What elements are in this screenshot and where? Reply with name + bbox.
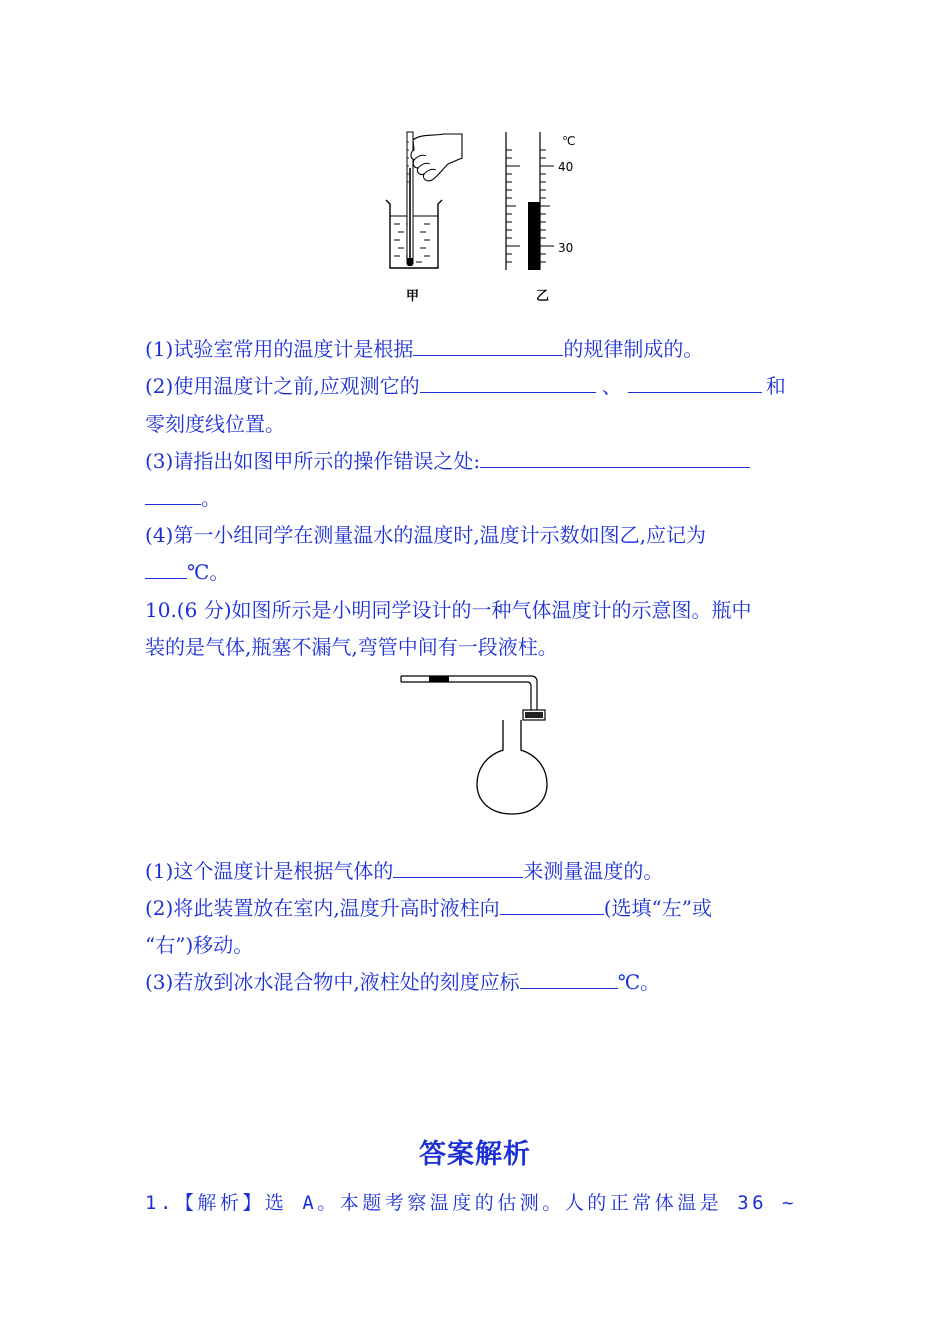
answer-blank[interactable]	[520, 969, 618, 989]
answer-blank[interactable]	[628, 373, 762, 393]
q9-part4: (4)第一小组同学在测量温水的温度时,温度计示数如图乙,应记为	[145, 523, 707, 547]
q9-part2	[145, 373, 810, 399]
q10-part2	[145, 895, 810, 921]
q9-p2-text: (2)使用温度计之前,应观测它的	[145, 374, 420, 398]
q10-p1-text-end: 来测量温度的。	[523, 859, 664, 883]
q9-p1-text: (1)试验室常用的温度计是根据	[145, 337, 414, 361]
thermometer-scale	[506, 132, 554, 270]
scale-tick-40: 40	[558, 160, 574, 174]
q9-part3-cont	[145, 485, 810, 511]
q10-part3	[145, 969, 810, 995]
figure-label-yi: 乙	[536, 289, 550, 304]
q9-p2-text-end: 和	[765, 374, 786, 398]
beaker-diagram	[386, 132, 462, 268]
answer-section-title: 答案解析	[419, 1139, 531, 1170]
answer-blank[interactable]	[420, 373, 596, 393]
answer-blank[interactable]	[145, 485, 201, 505]
q9-p4-unit: ℃。	[187, 560, 230, 584]
bottle-stopper	[525, 712, 543, 718]
q10-stem-line2: 装的是气体,瓶塞不漏气,弯管中间有一段液柱。	[145, 635, 558, 659]
q10-p3-unit: ℃。	[617, 970, 661, 994]
answer-blank[interactable]	[393, 858, 523, 878]
q10-p2-text-end: (选填“左”或	[603, 896, 712, 920]
liquid-column	[429, 676, 449, 682]
answer-blank[interactable]	[480, 448, 750, 468]
figure-label-jia: 甲	[406, 289, 420, 304]
q9-part3	[145, 448, 810, 474]
scale-unit: ℃	[562, 134, 576, 148]
q9-part4-cont	[145, 559, 810, 585]
q9-p1-text-end: 的规律制成的。	[563, 337, 704, 361]
answer-blank[interactable]	[500, 895, 604, 915]
answer-blank[interactable]	[413, 336, 563, 356]
q9-p3-end: 。	[201, 486, 221, 510]
q10-p2-text: (2)将此装置放在室内,温度升高时液柱向	[145, 896, 500, 920]
q10-p3-text: (3)若放到冰水混合物中,液柱处的刻度应标	[145, 970, 520, 994]
q9-p2-sep: 、	[601, 374, 622, 398]
q10-stem-line1: 10.(6 分)如图所示是小明同学设计的一种气体温度计的示意图。瓶中	[145, 598, 752, 622]
answer-blank[interactable]	[145, 559, 187, 579]
q9-part2-cont: 零刻度线位置。	[145, 412, 285, 436]
answer-line-1: 1.【解析】选 A。本题考察温度的估测。人的正常体温是 36 ~	[145, 1192, 797, 1214]
q9-part1	[145, 336, 810, 362]
gas-thermometer-figure	[395, 672, 555, 820]
q10-p1-text: (1)这个温度计是根据气体的	[145, 859, 394, 883]
scale-tick-30: 30	[558, 241, 574, 255]
q9-p3-text: (3)请指出如图甲所示的操作错误之处:	[145, 449, 481, 473]
q10-part2-cont: “右”)移动。	[145, 933, 254, 957]
mercury-column	[528, 202, 540, 270]
thermometer-figure	[380, 128, 590, 308]
q10-part1	[145, 858, 810, 884]
